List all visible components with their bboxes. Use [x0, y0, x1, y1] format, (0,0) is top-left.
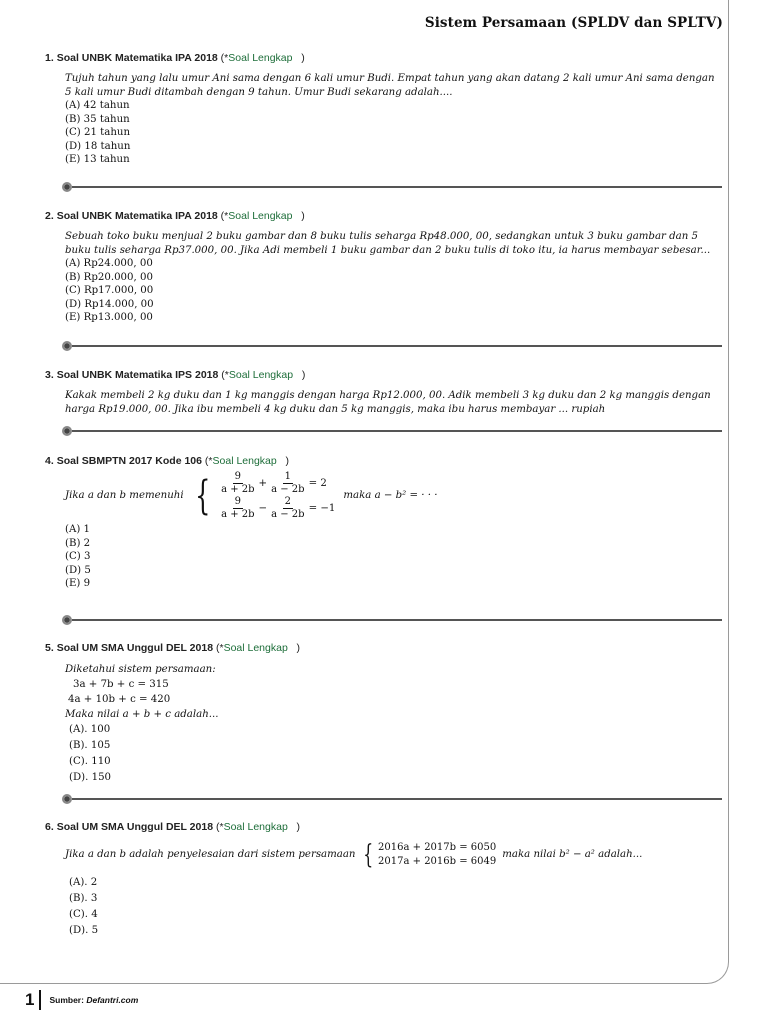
question-prompt: Maka nilai a + b + c adalah...: [65, 709, 219, 720]
option-b[interactable]: (B) Rp20.000, 00: [65, 271, 153, 283]
equation-1: 2016a + 2017b = 6050: [378, 842, 497, 853]
question-1: [45, 52, 725, 167]
equation-system: Jika a dan b adalah penyelesaian dari sistem persamaan { 2016a + 2017b = 6050 2017a + 2016b = 6049 maka nilai b² − a² adalah...: [65, 840, 643, 870]
option-b[interactable]: (B) 35 tahun: [65, 113, 130, 125]
option-a[interactable]: (A). 2: [69, 877, 98, 888]
option-c[interactable]: (C) 3: [65, 551, 91, 562]
option-d[interactable]: (D) Rp14.000, 00: [65, 298, 154, 310]
bullet-icon: [62, 182, 72, 192]
brace-icon: {: [362, 840, 373, 870]
option-d[interactable]: (D) 5: [65, 564, 91, 576]
question-5: [45, 642, 725, 786]
option-d[interactable]: (D). 5: [69, 925, 99, 936]
option-c[interactable]: (C). 4: [69, 909, 98, 920]
option-e[interactable]: (E) Rp13.000, 00: [65, 312, 153, 323]
option-c[interactable]: (C) Rp17.000, 00: [65, 285, 154, 296]
option-b[interactable]: (B). 105: [69, 740, 111, 751]
bullet-icon: [62, 794, 72, 804]
question-stem: Tujuh tahun yang lalu umur Ani sama dengan 6 kali umur Budi. Empat tahun yang akan datang 2 kali umur Ani sama dengan 5 kali umur Budi ditambah dengan 9 tahun. Umur Budi sekarang adalah....: [65, 73, 715, 98]
page-title: Sistem Persamaan (SPLDV dan SPLTV): [424, 15, 723, 31]
equation-2: $\frac{9}{a + 2b}$ − $\frac{2}{a - 2b}$ = −1: [221, 496, 336, 520]
page-number: 1: [25, 990, 35, 1009]
soal-lengkap-link[interactable]: Soal Lengkap: [228, 210, 293, 222]
question-source: Soal UNBK Matematika IPA 2018: [56, 210, 218, 222]
option-d[interactable]: (D) 18 tahun: [65, 140, 131, 152]
section-divider: [60, 182, 722, 192]
question-header: 6. Soal UM SMA Unggul DEL 2018 (*Soal Lengkap ): [45, 821, 301, 833]
section-divider: [60, 794, 722, 804]
question-2: [45, 210, 725, 325]
option-a[interactable]: (A) Rp24.000, 00: [65, 258, 153, 269]
question-header: 1. Soal UNBK Matematika IPA 2018 (*Soal Lengkap ): [45, 52, 305, 64]
bullet-icon: [62, 341, 72, 351]
question-source: Soal UM SMA Unggul DEL 2018: [56, 821, 214, 833]
equation-system: Jika a dan b memenuhi { $\frac{9}{a + 2b}$ + $\frac{1}{a - 2b}$ = 2 $\frac{9}{a + 2b}$ − $\frac{2}{a - 2b}$ = −1 maka a − b² = · · ·: [65, 471, 438, 520]
soal-lengkap-link[interactable]: Soal Lengkap: [212, 455, 277, 467]
option-b[interactable]: (B). 3: [69, 893, 98, 904]
option-e[interactable]: (E) 9: [65, 578, 91, 589]
option-a[interactable]: (A) 1: [65, 524, 91, 535]
bullet-icon: [62, 615, 72, 625]
soal-lengkap-link[interactable]: Soal Lengkap: [223, 821, 288, 833]
bullet-icon: [62, 426, 72, 436]
question-header: 4. Soal SBMPTN 2017 Kode 106 (*Soal Lengkap ): [45, 455, 289, 467]
page-footer: [25, 990, 138, 1010]
question-header: 5. Soal UM SMA Unggul DEL 2018 (*Soal Lengkap ): [45, 642, 301, 654]
equation-2: 4a + 10b + c = 420: [68, 694, 171, 705]
question-stem: Kakak membeli 2 kg duku dan 1 kg manggis dengan harga Rp12.000, 00. Adik membeli 3 kg duku dan 2 kg manggis dengan harga Rp19.000, 00. Jika ibu membeli 4 kg duku dan 5 kg manggis, maka ibu harus membayar ... rupiah: [65, 390, 711, 415]
question-6: [45, 821, 725, 939]
section-divider: [60, 615, 722, 625]
option-d[interactable]: (D). 150: [69, 772, 112, 783]
equation-1: 3a + 7b + c = 315: [73, 679, 169, 690]
question-header: 2. Soal UNBK Matematika IPA 2018 (*Soal Lengkap ): [45, 210, 305, 222]
soal-lengkap-link[interactable]: Soal Lengkap: [228, 52, 293, 64]
source-link[interactable]: Defantri.com: [86, 995, 139, 1005]
equation-2: 2017a + 2016b = 6049: [378, 856, 497, 867]
question-source: Soal UNBK Matematika IPS 2018: [56, 369, 219, 381]
option-e[interactable]: (E) 13 tahun: [65, 154, 130, 165]
question-stem: Sebuah toko buku menjual 2 buku gambar dan 8 buku tulis seharga Rp48.000, 00, sedangkan untuk 3 buku gambar dan 5 buku tulis seharga Rp37.000, 00. Jika Adi membeli 1 buku gambar dan 2 buku tulis di toko itu, ia harus membayar sebesar...: [65, 231, 711, 256]
soal-lengkap-link[interactable]: Soal Lengkap: [223, 642, 288, 654]
brace-icon: {: [194, 473, 210, 519]
soal-lengkap-link[interactable]: Soal Lengkap: [228, 369, 294, 381]
footer-source: Sumber: Defantri.com: [49, 995, 139, 1005]
equation-1: $\frac{9}{a + 2b}$ + $\frac{1}{a - 2b}$ = 2: [221, 471, 327, 495]
question-source: Soal UNBK Matematika IPA 2018: [56, 52, 218, 64]
option-c[interactable]: (C). 110: [69, 756, 111, 767]
option-b[interactable]: (B) 2: [65, 537, 91, 549]
question-source: Soal UM SMA Unggul DEL 2018: [56, 642, 214, 654]
option-a[interactable]: (A). 100: [69, 724, 111, 735]
footer-divider: [39, 990, 41, 1010]
section-divider: [60, 341, 722, 351]
section-divider: [60, 426, 722, 436]
question-stem: Diketahui sistem persamaan:: [65, 664, 216, 675]
question-header: 3. Soal UNBK Matematika IPS 2018 (*Soal Lengkap ): [45, 369, 306, 381]
option-a[interactable]: (A) 42 tahun: [65, 100, 130, 111]
question-source: Soal SBMPTN 2017 Kode 106: [56, 455, 202, 467]
question-3: [45, 369, 725, 416]
question-4: [45, 455, 725, 591]
option-c[interactable]: (C) 21 tahun: [65, 127, 131, 138]
